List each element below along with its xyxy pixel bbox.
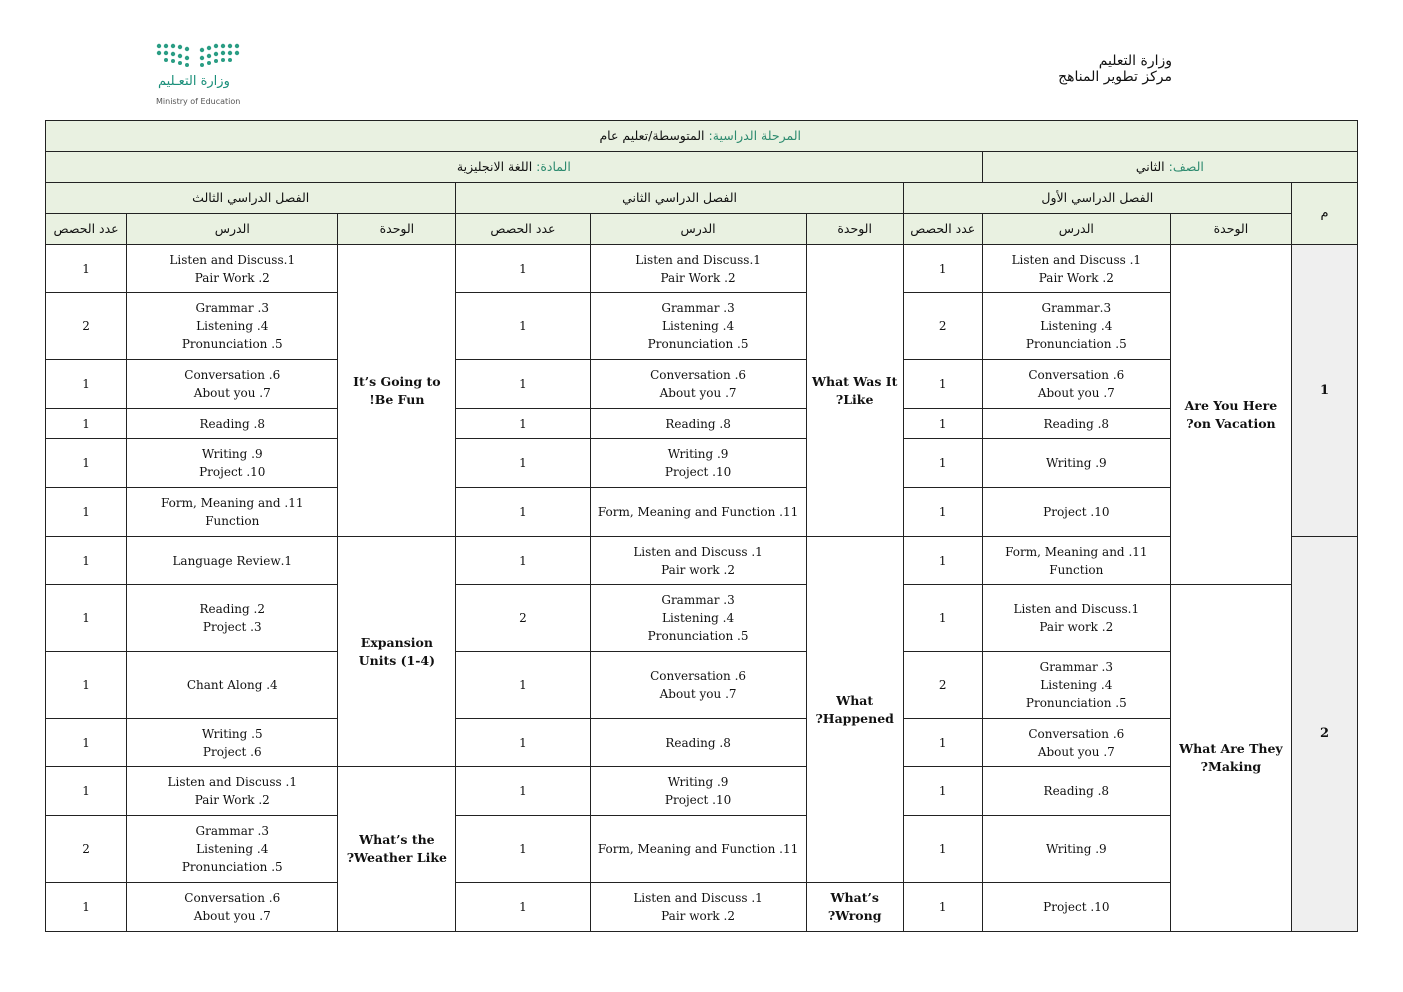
lesson-line: 6. Conversation: [184, 368, 281, 382]
lesson-line: 5. Pronunciation: [181, 337, 283, 351]
lesson-cell: [590, 537, 806, 585]
lesson-line: 9. Writing: [1045, 842, 1107, 856]
lesson-line: 3. Grammar: [1039, 660, 1114, 674]
subject-cell: [46, 152, 983, 183]
col-header-lesson: الدرس: [982, 214, 1170, 245]
lesson-line: 4. Chant Along: [186, 678, 278, 692]
col-header-periods: عدد الحصص: [903, 214, 982, 245]
lesson-line: 3. Project: [202, 620, 262, 634]
periods-cell: 1: [903, 439, 982, 488]
lesson-cell: [590, 883, 806, 932]
table-row: [46, 360, 1358, 409]
lesson-cell: [590, 245, 806, 293]
lesson-line: 10. Project: [1043, 900, 1110, 914]
lesson-line: 2. Pair work: [1039, 620, 1114, 634]
lesson-line: 8. Reading: [665, 416, 731, 431]
lesson-line: 4. Listening: [1040, 678, 1113, 692]
lesson-cell: [127, 585, 338, 652]
lesson-line: 1. Listen and Discuss: [167, 775, 297, 789]
periods-cell: 1: [46, 585, 127, 652]
periods-cell: 1: [46, 883, 127, 932]
col-header-lesson: الدرس: [590, 214, 806, 245]
periods-cell: 1: [903, 488, 982, 537]
col-header-unit: الوحدة: [338, 214, 456, 245]
periods-cell: 1: [456, 245, 590, 293]
lesson-cell: [982, 409, 1170, 439]
lesson-line: 5. Writing: [201, 726, 263, 741]
lesson-cell: [590, 585, 806, 652]
lesson-cell: [127, 293, 338, 360]
periods-cell: 2: [46, 816, 127, 883]
subject-value: اللغة الانجليزية: [456, 159, 533, 174]
lesson-line: 4. Listening: [196, 319, 269, 333]
lesson-line: 1. Listen and Discuss: [1011, 252, 1142, 267]
lesson-line: 8. Reading: [1043, 784, 1110, 798]
lesson-line: 9. Writing: [1045, 456, 1107, 470]
logo-dots-icon: [150, 40, 250, 74]
term-1-header: الفصل الدراسي الأول: [903, 183, 1291, 214]
row-number: 2: [1291, 537, 1357, 932]
periods-cell: 1: [903, 816, 982, 883]
periods-cell: 1: [456, 767, 590, 816]
unit-cell: What Was It Like?: [806, 245, 903, 537]
lesson-line: 4. Listening: [661, 611, 735, 625]
lesson-line: 2. Pair Work: [194, 793, 270, 807]
lesson-cell: [590, 360, 806, 409]
periods-cell: 2: [456, 585, 590, 652]
table-row: [46, 767, 1358, 816]
periods-cell: 1: [46, 488, 127, 537]
lesson-cell: [127, 537, 338, 585]
lesson-line: 5. Pronunciation: [647, 337, 749, 351]
col-header-unit: الوحدة: [806, 214, 903, 245]
periods-cell: 1: [456, 488, 590, 537]
lesson-cell: [127, 245, 338, 293]
org-line-curriculum-center: مركز تطوير المناهج: [1058, 69, 1172, 85]
lesson-line: 5. Pronunciation: [181, 860, 283, 874]
periods-cell: 1: [46, 245, 127, 293]
lesson-cell: [127, 409, 338, 439]
lesson-cell: [127, 767, 338, 816]
lesson-cell: [982, 537, 1170, 585]
lesson-line: 6. Conversation: [1028, 726, 1125, 741]
lesson-cell: [590, 439, 806, 488]
unit-cell: What’s Wrong?: [806, 883, 903, 932]
periods-cell: 1: [456, 652, 590, 719]
stage-row: [46, 121, 1358, 152]
periods-cell: 1: [903, 537, 982, 585]
lesson-line: 10. Project: [1043, 505, 1110, 519]
lesson-line: 8. Reading: [665, 735, 731, 750]
col-header-lesson: الدرس: [127, 214, 338, 245]
lesson-line: 3. Grammar: [195, 301, 269, 315]
grade-value: الثاني: [1135, 159, 1165, 174]
lesson-line: 9. Writing: [201, 447, 263, 461]
lesson-cell: [127, 883, 338, 932]
lesson-line: 2. Pair Work: [1038, 270, 1114, 285]
lesson-line: 11. Form, Meaning and Function: [597, 842, 799, 856]
lesson-line: 5. Pronunciation: [1025, 337, 1127, 351]
lesson-line: 7. About you: [1037, 744, 1115, 759]
lesson-line: 3. Grammar: [661, 301, 735, 315]
lesson-cell: [590, 488, 806, 537]
periods-cell: 2: [46, 293, 127, 360]
lesson-line: 1. Listen and Discuss: [633, 891, 763, 905]
periods-cell: 1: [456, 293, 590, 360]
col-header-periods: عدد الحصص: [456, 214, 590, 245]
lesson-line: 9. Writing: [667, 775, 729, 789]
lesson-line: 2. Pair Work: [194, 270, 270, 285]
unit-cell: Expansion Units (1-4): [338, 537, 456, 767]
lesson-cell: [982, 767, 1170, 816]
table-row: [46, 439, 1358, 488]
periods-cell: 1: [903, 883, 982, 932]
table-row: [46, 409, 1358, 439]
term-3-header: الفصل الدراسي الثالث: [46, 183, 456, 214]
col-header-num: م: [1291, 183, 1357, 245]
periods-cell: 1: [903, 585, 982, 652]
lesson-cell: [590, 816, 806, 883]
col-header-unit: الوحدة: [1170, 214, 1291, 245]
table-row: [46, 883, 1358, 932]
logo-text-english: Ministry of Education: [156, 97, 241, 106]
periods-cell: 1: [46, 360, 127, 409]
lesson-cell: [590, 767, 806, 816]
lesson-cell: [127, 360, 338, 409]
periods-cell: 2: [903, 652, 982, 719]
periods-cell: 1: [903, 767, 982, 816]
col-header-periods: عدد الحصص: [46, 214, 127, 245]
lesson-line: 5. Pronunciation: [647, 629, 749, 643]
lesson-cell: [127, 719, 338, 767]
lesson-cell: [127, 652, 338, 719]
lesson-cell: [590, 652, 806, 719]
unit-cell: What Are They Making?: [1170, 585, 1291, 932]
organization-header: [1058, 53, 1172, 85]
lesson-line: 1.Listen and Discuss: [1013, 602, 1140, 616]
table-row: [46, 816, 1358, 883]
periods-cell: 1: [46, 767, 127, 816]
periods-cell: 1: [46, 719, 127, 767]
lesson-cell: [982, 883, 1170, 932]
lesson-line: 4. Listening: [196, 842, 269, 856]
lesson-line: 5. Pronunciation: [1025, 696, 1127, 710]
lesson-line: 6. Conversation: [650, 368, 747, 382]
lesson-line: 11. Form, Meaning and: [161, 496, 304, 510]
term-2-header: الفصل الدراسي الثاني: [456, 183, 903, 214]
lesson-line: 3. Grammar: [195, 824, 269, 838]
lesson-cell: [127, 439, 338, 488]
lesson-cell: [982, 652, 1170, 719]
periods-cell: 1: [46, 537, 127, 585]
lesson-line: 10. Project: [664, 793, 732, 807]
periods-cell: 1: [456, 816, 590, 883]
lesson-line: 1.Language Review: [172, 553, 293, 568]
lesson-cell: [982, 293, 1170, 360]
lesson-line: 6. Project: [202, 744, 262, 759]
unit-cell: What’s the Weather Like?: [338, 767, 456, 932]
periods-cell: 1: [46, 652, 127, 719]
lesson-line: Function: [205, 514, 260, 528]
lesson-line: 6. Conversation: [1028, 368, 1125, 382]
lesson-cell: [590, 719, 806, 767]
stage-label: المرحلة الدراسية:: [708, 128, 801, 143]
logo-text-arabic: وزارة التعـليم: [158, 74, 230, 89]
lesson-line: 4. Listening: [661, 319, 735, 333]
lesson-cell: [127, 816, 338, 883]
unit-cell: It’s Going to Be Fun!: [338, 245, 456, 537]
lesson-line: 11. Form, Meaning and Function: [597, 505, 799, 519]
lesson-line: 8. Reading: [199, 416, 266, 431]
periods-cell: 1: [903, 245, 982, 293]
lesson-cell: [982, 585, 1170, 652]
periods-cell: 2: [903, 293, 982, 360]
lesson-line: 10. Project: [199, 465, 266, 479]
periods-cell: 1: [456, 409, 590, 439]
lesson-line: 7. About you: [659, 687, 737, 701]
lesson-line: Function: [1049, 562, 1104, 577]
stage-value: المتوسطة/تعليم عام: [599, 128, 705, 143]
lesson-cell: [982, 360, 1170, 409]
lesson-line: 1.Listen and Discuss: [635, 252, 761, 267]
lesson-line: 9. Writing: [667, 447, 729, 461]
lesson-line: 3. Grammar: [661, 593, 735, 607]
periods-cell: 1: [903, 409, 982, 439]
periods-cell: 1: [46, 439, 127, 488]
org-line-ministry: وزارة التعليم: [1098, 53, 1172, 69]
periods-cell: 1: [456, 439, 590, 488]
grade-label: الصف:: [1168, 159, 1204, 174]
table-row: [46, 652, 1358, 719]
lesson-line: 7. About you: [193, 909, 271, 923]
periods-cell: 1: [456, 537, 590, 585]
periods-cell: 1: [456, 719, 590, 767]
lesson-line: 1.Listen and Discuss: [169, 252, 296, 267]
lesson-line: 7. About you: [1037, 386, 1115, 400]
lesson-line: 6. Conversation: [650, 669, 747, 683]
table-row: [46, 537, 1358, 585]
lesson-cell: [127, 488, 338, 537]
lesson-line: 11. Form, Meaning and: [1005, 544, 1148, 559]
lesson-cell: [590, 293, 806, 360]
ministry-logo: [150, 40, 250, 110]
row-number: 1: [1291, 245, 1357, 537]
table-row: [46, 245, 1358, 293]
lesson-line: 7. About you: [659, 386, 737, 400]
lesson-line: 2. Pair Work: [660, 270, 736, 285]
unit-cell: What Happened?: [806, 537, 903, 883]
lesson-cell: [982, 439, 1170, 488]
subject-label: المادة:: [536, 159, 571, 174]
lesson-line: 2. Pair work: [661, 562, 735, 577]
unit-cell: Are You Here on Vacation?: [1170, 245, 1291, 585]
lesson-line: 2. Reading: [199, 602, 266, 616]
periods-cell: 1: [456, 360, 590, 409]
lesson-line: 1. Listen and Discuss: [633, 544, 763, 559]
periods-cell: 1: [46, 409, 127, 439]
grade-cell: [982, 152, 1357, 183]
lesson-cell: [982, 719, 1170, 767]
lesson-cell: [590, 409, 806, 439]
lesson-line: 4. Listening: [1040, 319, 1113, 333]
table-row: [46, 719, 1358, 767]
lesson-line: 10. Project: [664, 465, 732, 479]
lesson-cell: [982, 816, 1170, 883]
table-row: [46, 293, 1358, 360]
lesson-line: 2. Pair work: [661, 909, 735, 923]
table-row: [46, 585, 1358, 652]
lesson-line: 3.Grammar: [1041, 301, 1112, 315]
periods-cell: 1: [903, 360, 982, 409]
curriculum-distribution-table: [45, 120, 1358, 932]
lesson-cell: [982, 488, 1170, 537]
lesson-line: 6. Conversation: [184, 891, 281, 905]
lesson-line: 8. Reading: [1043, 416, 1110, 431]
periods-cell: 1: [456, 883, 590, 932]
lesson-cell: [982, 245, 1170, 293]
table-row: [46, 488, 1358, 537]
periods-cell: 1: [903, 719, 982, 767]
lesson-line: 7. About you: [193, 386, 271, 400]
